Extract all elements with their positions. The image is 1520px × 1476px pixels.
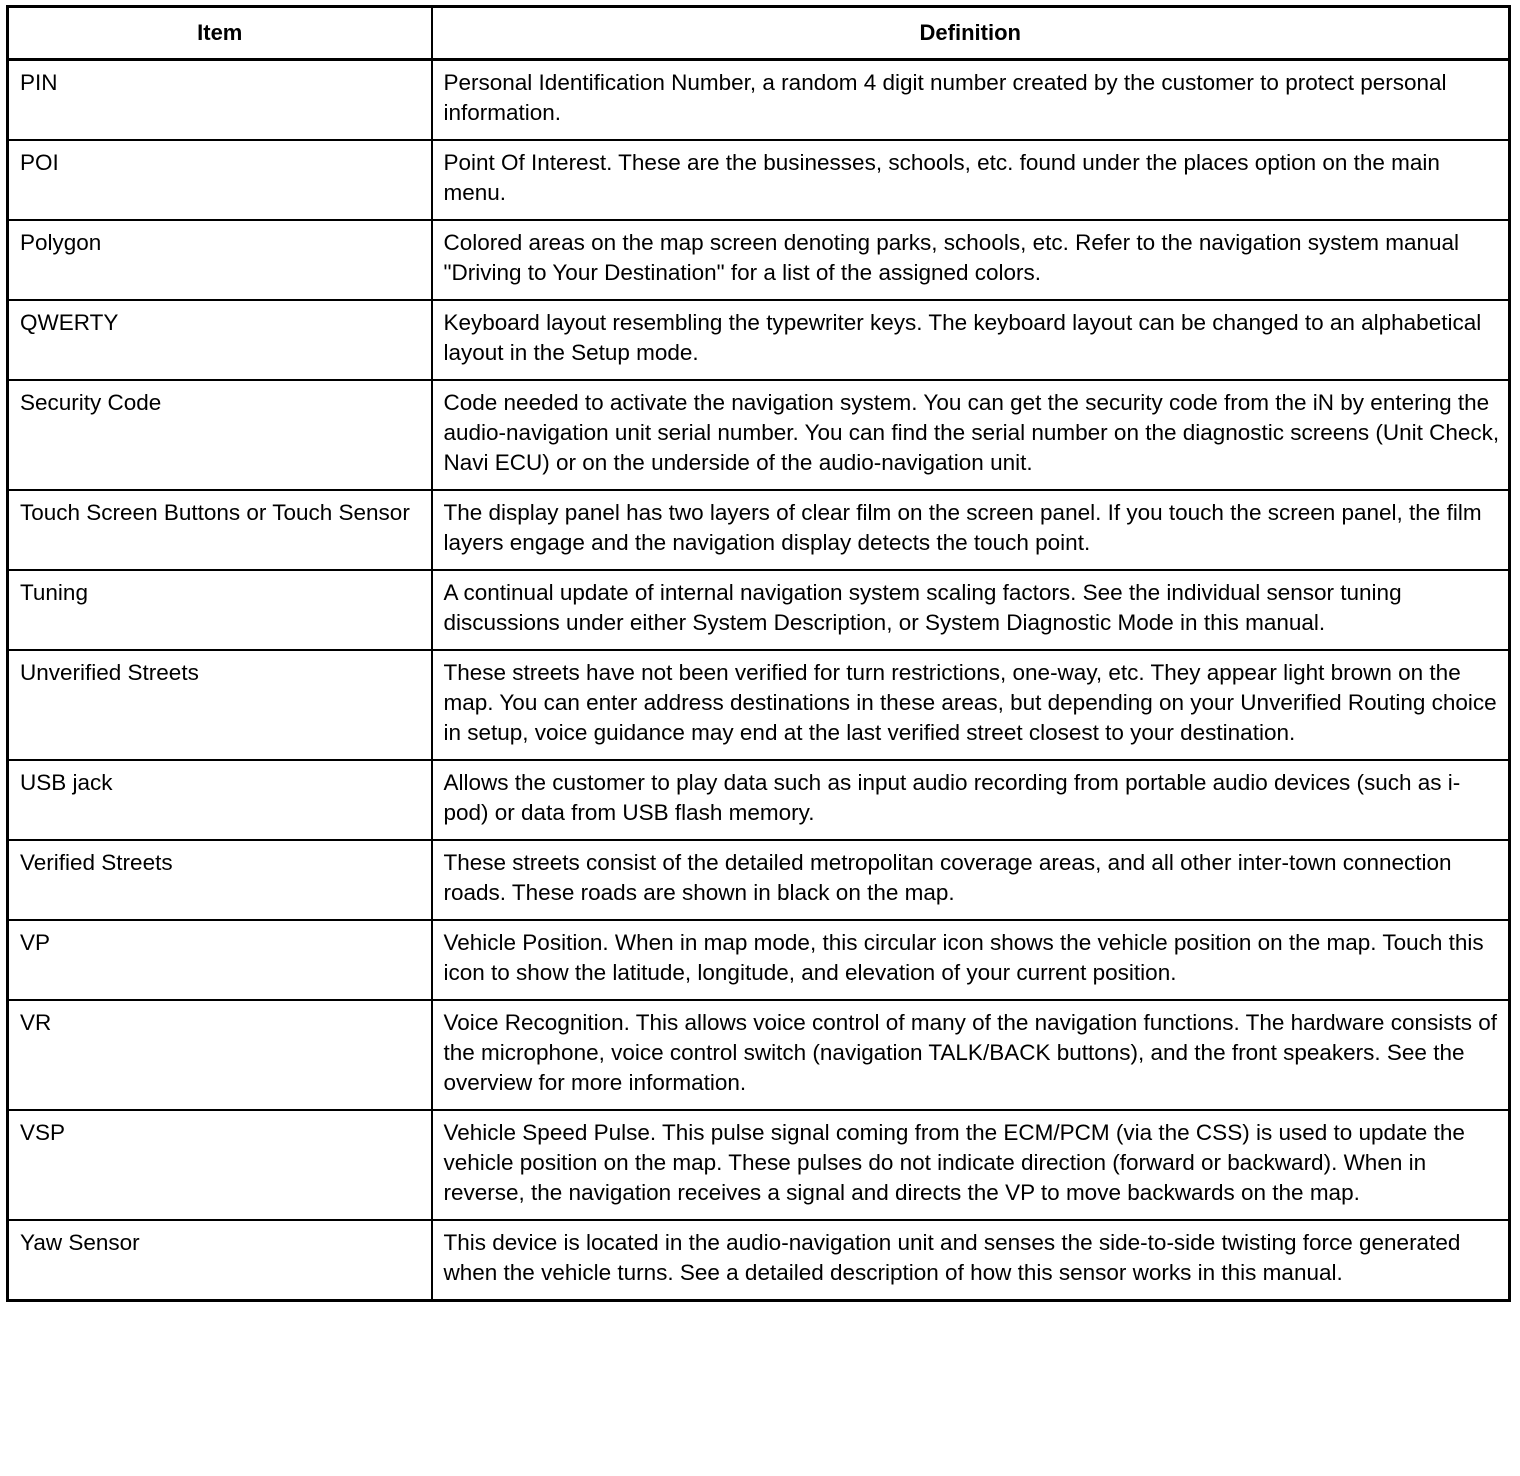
item-cell: Security Code — [8, 380, 432, 490]
glossary-table — [6, 5, 1511, 1302]
item-cell: VSP — [8, 1110, 432, 1220]
definition-cell: Colored areas on the map screen denoting parks, schools, etc. Refer to the navigation system manual "Driving to Your Destination" for a list of the assigned colors. — [432, 220, 1510, 300]
definition-cell: Allows the customer to play data such as input audio recording from portable audio devices (such as i-pod) or data from USB flash memory. — [432, 760, 1510, 840]
table-row — [8, 300, 1510, 380]
item-cell: Unverified Streets — [8, 650, 432, 760]
item-cell: VP — [8, 920, 432, 1000]
table-row — [8, 1110, 1510, 1220]
table-row — [8, 650, 1510, 760]
table-row — [8, 140, 1510, 220]
item-cell: USB jack — [8, 760, 432, 840]
definition-cell: Voice Recognition. This allows voice control of many of the navigation functions. The hardware consists of the microphone, voice control switch (navigation TALK/BACK buttons), and the front speakers. See the overview for more information. — [432, 1000, 1510, 1110]
definition-cell: Code needed to activate the navigation system. You can get the security code from the iN by entering the audio-navigation unit serial number. You can find the serial number on the diagnostic screens (Unit Check, Navi ECU) or on the underside of the audio-navigation unit. — [432, 380, 1510, 490]
item-cell: POI — [8, 140, 432, 220]
table-row — [8, 570, 1510, 650]
definition-cell: Vehicle Speed Pulse. This pulse signal coming from the ECM/PCM (via the CSS) is used to update the vehicle position on the map. These pulses do not indicate direction (forward or backward). When in reverse, the navigation receives a signal and directs the VP to move backwards on the map. — [432, 1110, 1510, 1220]
header-item: Item — [8, 7, 432, 60]
header-row — [8, 7, 1510, 60]
table-row — [8, 380, 1510, 490]
definition-cell: Personal Identification Number, a random 4 digit number created by the customer to protect personal information. — [432, 60, 1510, 141]
definition-cell: This device is located in the audio-navigation unit and senses the side-to-side twisting force generated when the vehicle turns. See a detailed description of how this sensor works in this manual. — [432, 1220, 1510, 1301]
definition-cell: Keyboard layout resembling the typewriter keys. The keyboard layout can be changed to an alphabetical layout in the Setup mode. — [432, 300, 1510, 380]
item-cell: VR — [8, 1000, 432, 1110]
item-cell: Yaw Sensor — [8, 1220, 432, 1301]
item-cell: Polygon — [8, 220, 432, 300]
definition-cell: Point Of Interest. These are the businesses, schools, etc. found under the places option on the main menu. — [432, 140, 1510, 220]
definition-cell: These streets have not been verified for turn restrictions, one-way, etc. They appear light brown on the map. You can enter address destinations in these areas, but depending on your Unverified Routing choice in setup, voice guidance may end at the last verified street closest to your destination. — [432, 650, 1510, 760]
definition-cell: The display panel has two layers of clear film on the screen panel. If you touch the screen panel, the film layers engage and the navigation display detects the touch point. — [432, 490, 1510, 570]
glossary-body — [8, 60, 1510, 1301]
item-cell: Tuning — [8, 570, 432, 650]
table-row — [8, 60, 1510, 141]
table-row — [8, 1000, 1510, 1110]
table-row — [8, 1220, 1510, 1301]
table-row — [8, 920, 1510, 1000]
definition-cell: Vehicle Position. When in map mode, this circular icon shows the vehicle position on the map. Touch this icon to show the latitude, longitude, and elevation of your current position. — [432, 920, 1510, 1000]
table-row — [8, 220, 1510, 300]
definition-cell: These streets consist of the detailed metropolitan coverage areas, and all other inter-town connection roads. These roads are shown in black on the map. — [432, 840, 1510, 920]
header-definition: Definition — [432, 7, 1510, 60]
table-row — [8, 760, 1510, 840]
item-cell: Touch Screen Buttons or Touch Sensor — [8, 490, 432, 570]
definition-cell: A continual update of internal navigation system scaling factors. See the individual sensor tuning discussions under either System Description, or System Diagnostic Mode in this manual. — [432, 570, 1510, 650]
item-cell: QWERTY — [8, 300, 432, 380]
item-cell: Verified Streets — [8, 840, 432, 920]
table-row — [8, 840, 1510, 920]
item-cell: PIN — [8, 60, 432, 141]
table-row — [8, 490, 1510, 570]
